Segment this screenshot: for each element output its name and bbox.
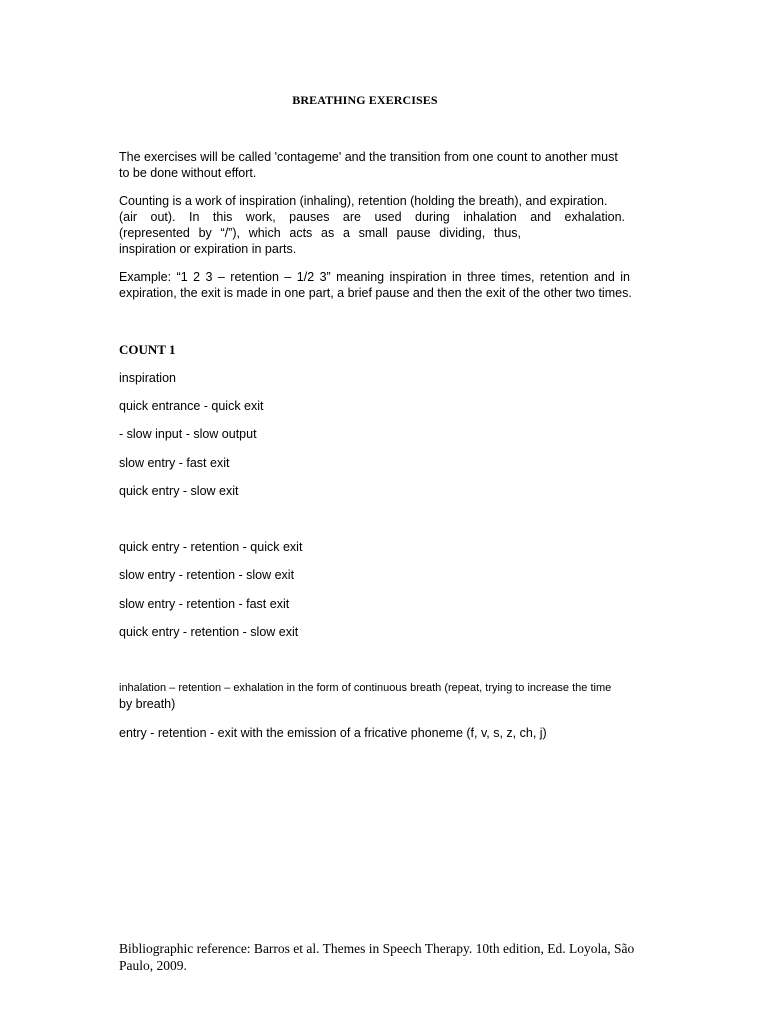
continuous-breath-line-1: inhalation – retention – exhalation in the form of continuous breath (repeat, trying to increase the time xyxy=(119,682,612,694)
example-paragraph xyxy=(119,269,630,301)
counting-paragraph xyxy=(119,193,625,257)
counting-line-4: inspiration or expiration in parts. xyxy=(119,242,297,256)
count-item: inspiration xyxy=(119,371,176,385)
intro-line-2: to be done without effort. xyxy=(119,166,257,180)
retention-item: slow entry - retention - fast exit xyxy=(119,597,290,611)
example-line-2: expiration, the exit is made in one part, a brief pause and then the exit of the other two times. xyxy=(119,286,632,300)
fricative-exercise: entry - retention - exit with the emission of a fricative phoneme (f, v, s, z, ch, j) xyxy=(119,726,547,740)
count-item: slow entry - fast exit xyxy=(119,456,230,470)
example-line-1: Example: “1 2 3 – retention – 1/2 3” meaning inspiration in three times, retention and in xyxy=(119,270,630,284)
continuous-breath-line-2: by breath) xyxy=(119,697,176,711)
biblio-line-1: Bibliographic reference: Barros et al. Themes in Speech Therapy. 10th edition, Ed. Loyola, São xyxy=(119,941,635,956)
biblio-line-2: Paulo, 2009. xyxy=(119,958,187,973)
counting-line-2: (air out). In this work, pauses are used during inhalation and exhalation. xyxy=(119,210,625,224)
document-title: BREATHING EXERCISES xyxy=(292,93,438,107)
retention-item: quick entry - retention - quick exit xyxy=(119,540,303,554)
count-item: quick entry - slow exit xyxy=(119,484,239,498)
count-1-heading: COUNT 1 xyxy=(119,342,176,357)
intro-paragraph xyxy=(119,149,631,181)
count-item: - slow input - slow output xyxy=(119,427,257,441)
retention-item: quick entry - retention - slow exit xyxy=(119,625,299,639)
count-item: quick entrance - quick exit xyxy=(119,399,264,413)
intro-line-1: The exercises will be called 'contageme' and the transition from one count to another must xyxy=(119,150,618,164)
bibliographic-reference xyxy=(119,940,659,974)
counting-line-3: (represented by “/”), which acts as a small pause dividing, thus, xyxy=(119,226,521,240)
retention-item: slow entry - retention - slow exit xyxy=(119,568,295,582)
counting-line-1: Counting is a work of inspiration (inhaling), retention (holding the breath), and expiration. xyxy=(119,194,608,208)
